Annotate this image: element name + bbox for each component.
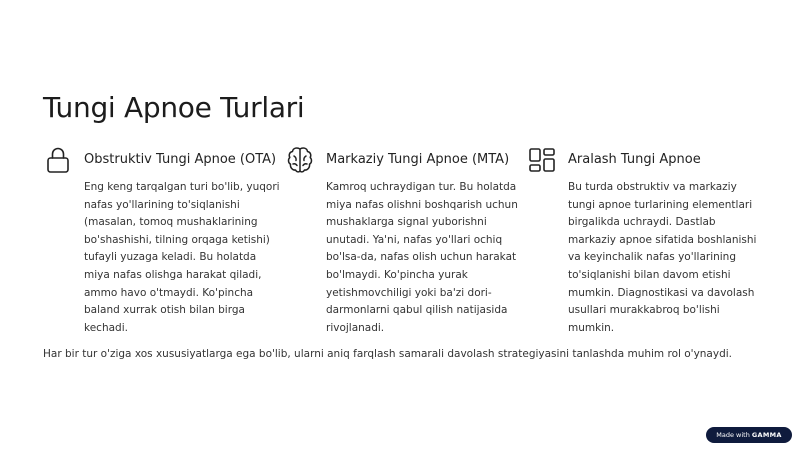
lock-icon	[43, 145, 73, 175]
column-heading: Obstruktiv Tungi Apnoe (OTA)	[84, 152, 277, 167]
made-with-gamma-badge[interactable]	[706, 427, 792, 443]
summary-text: Har bir tur o'ziga xos xususiyatlarga ega bo'lib, ularni aniq farqlash samarali davolash strategiyasini tanlashda muhim rol o'ynaydi.	[43, 348, 733, 360]
column-text: Bu turda obstruktiv va markaziy tungi apnoe turlarining elementlari birgalikda uchraydi. Dastlab markaziy apnoe sifatida boshlanishi va keyinchalik nafas yo'llarining to'siqlanishi bilan davom etishi mumkin. Diagnostikasi va davolash usullari murakkabroq bo'lishi mumkin.	[568, 181, 757, 334]
layout-icon	[527, 145, 557, 175]
badge-prefix: Made with	[716, 431, 752, 439]
column-text: Kamroq uchraydigan tur. Bu holatda miya nafas olishni boshqarish uchun mushaklarga signal yuborishni unutadi. Ya'ni, nafas yo'llari ochiq bo'lsa-da, nafas olish uchun harakat bo'lmaydi. Ko'pincha yurak yetishmovchiligi yoki ba'zi dori-darmonlarni qabul qilish natijasida rivojlanadi.	[326, 181, 518, 334]
column-heading: Aralash Tungi Apnoe	[568, 152, 701, 167]
brain-icon	[285, 145, 315, 175]
column-heading: Markaziy Tungi Apnoe (MTA)	[326, 152, 510, 167]
column-text: Eng keng tarqalgan turi bo'lib, yuqori nafas yo'llarining to'siqlanishi (masalan, tomoq mushaklarining bo'shashishi, tilning orqaga ketishi) tufayli yuzaga keladi. Bu holatda miya nafas olishga harakat qiladi, ammo havo o'tmaydi. Ko'pincha baland xurrak otish bilan birga kechadi.	[84, 181, 280, 334]
page-title: Tungi Apnoe Turlari	[43, 91, 305, 124]
badge-brand: GAMMA	[751, 431, 782, 439]
